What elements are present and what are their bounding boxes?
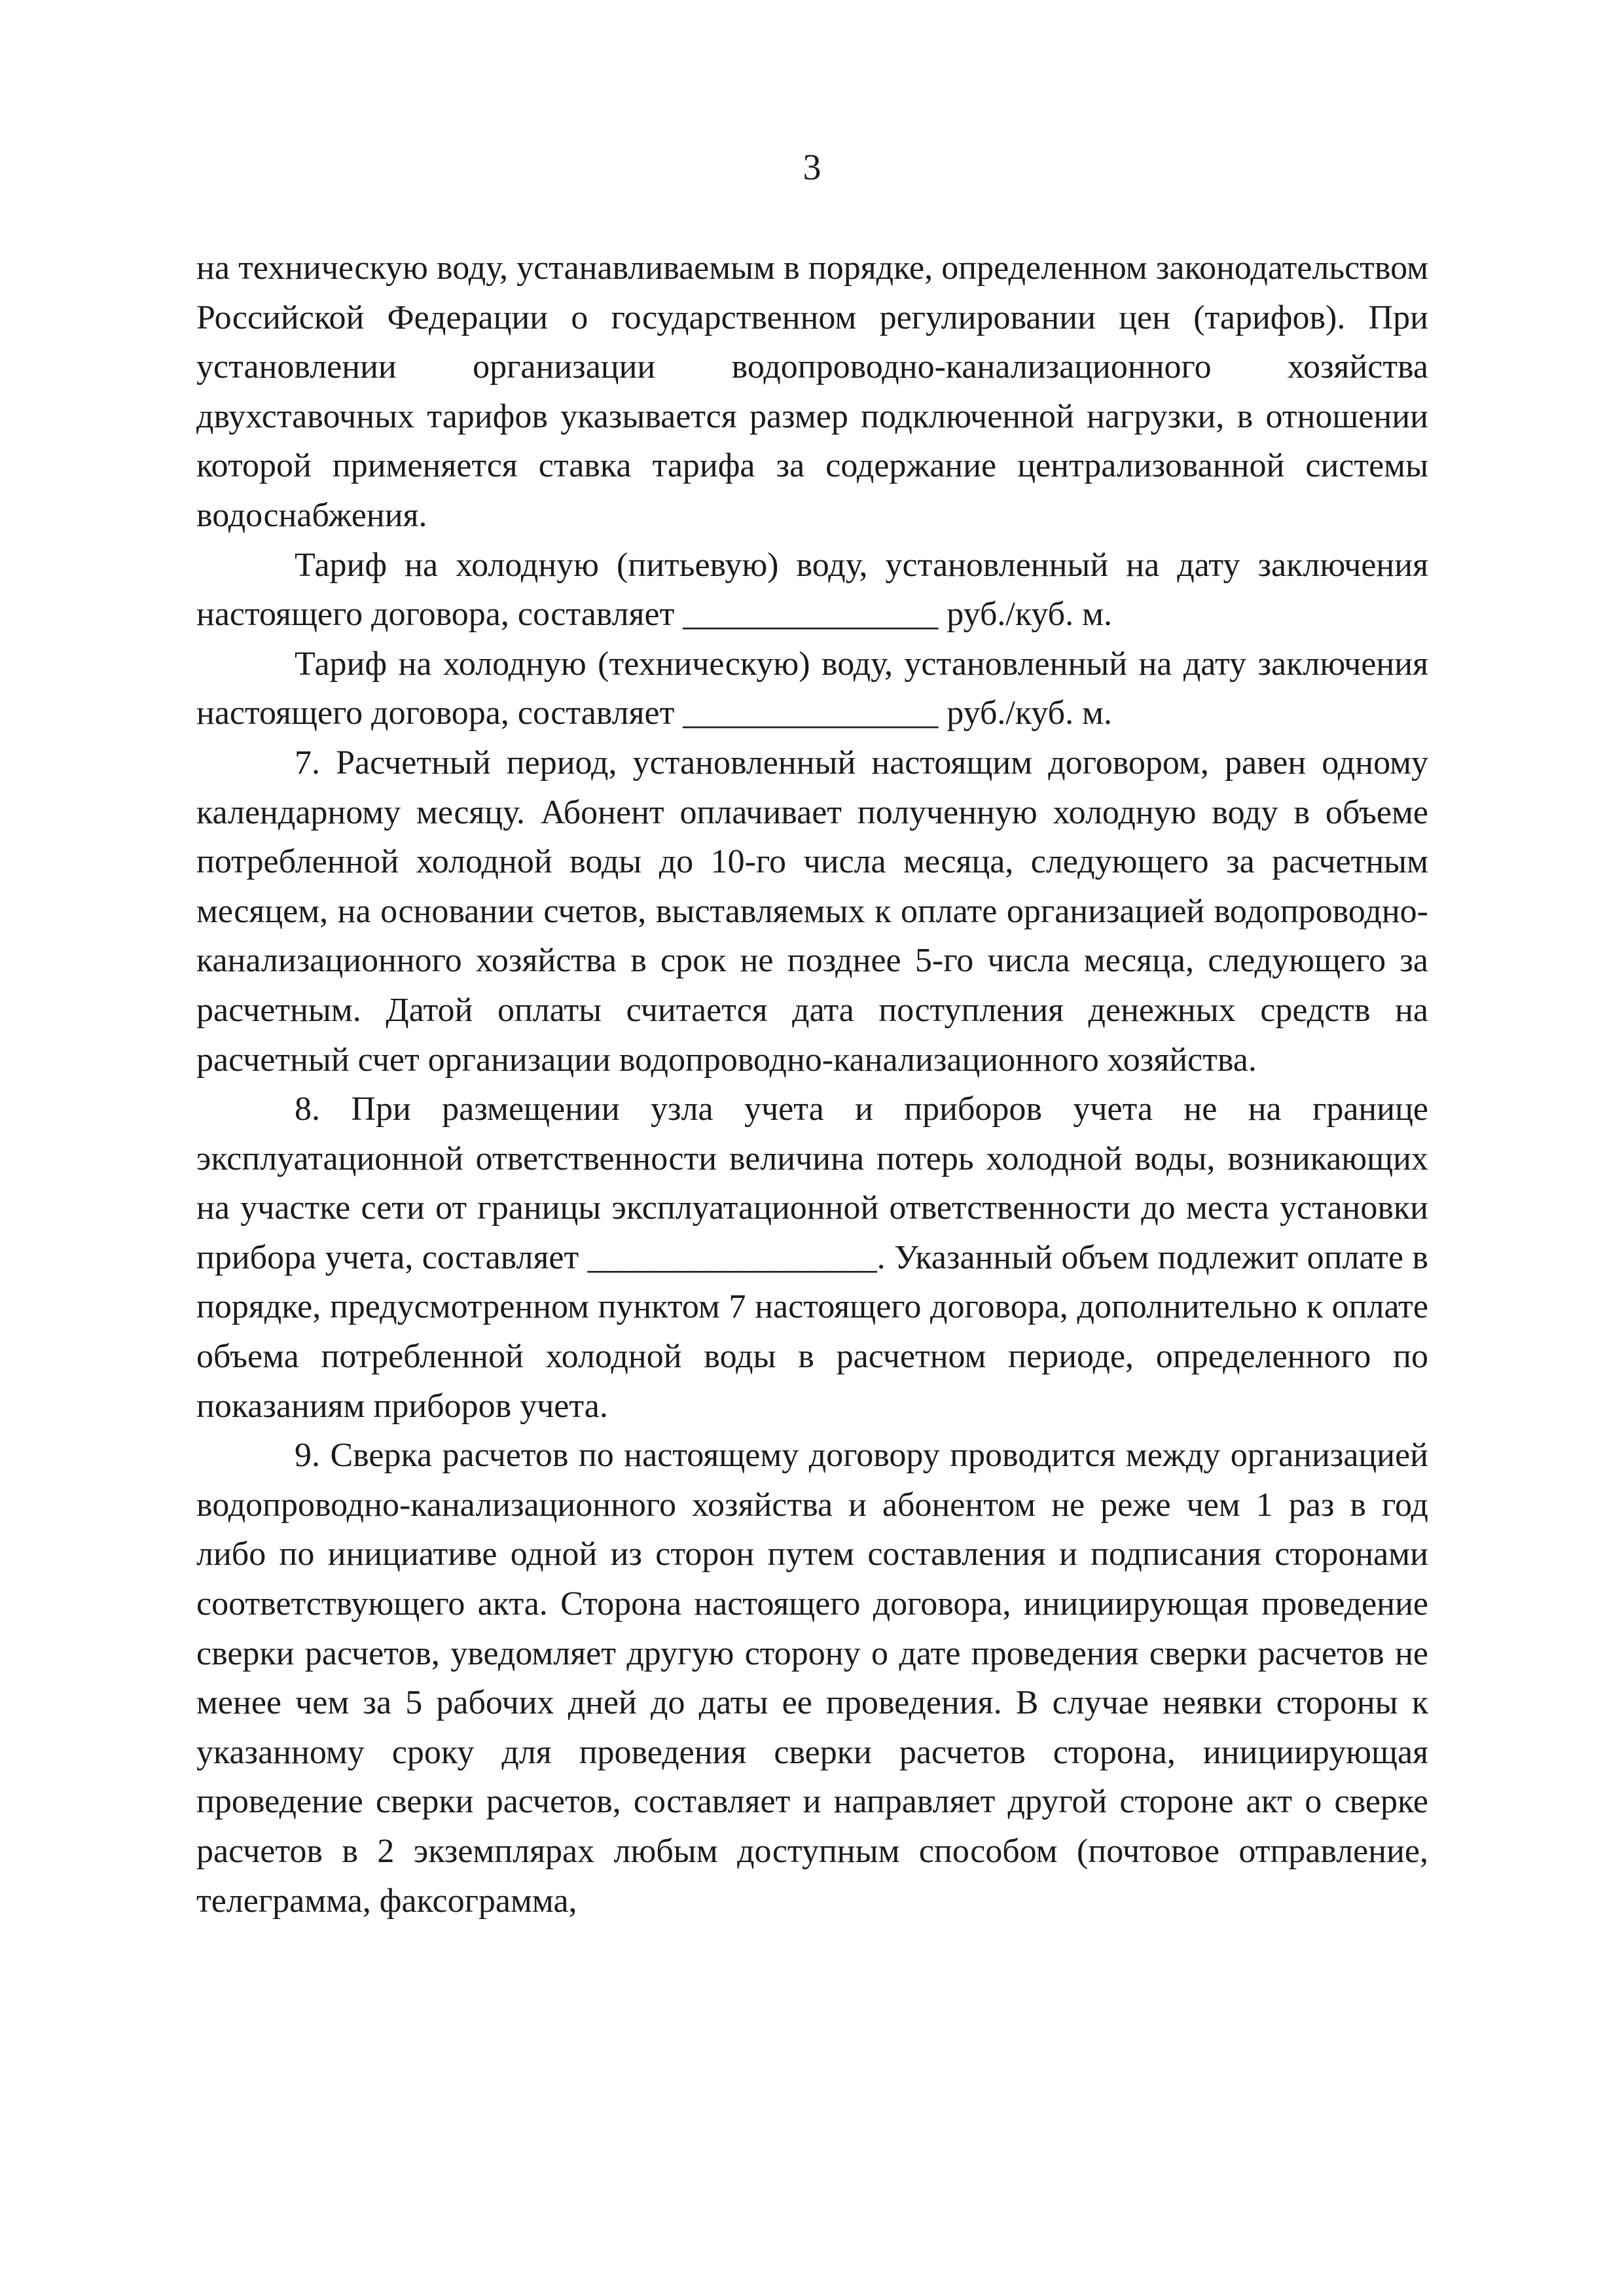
paragraph-tariff-technical-water: Тариф на холодную (техническую) воду, установленный на дату заключения настоящего договора, составляет _______________ руб./куб. м. bbox=[196, 645, 1428, 732]
document-body bbox=[196, 243, 1428, 1926]
paragraph-tariff-drinking-water: Тариф на холодную (питьевую) воду, установленный на дату заключения настоящего договора, составляет _______________ руб./куб. м. bbox=[196, 546, 1428, 634]
paragraph-clause-7: 7. Расчетный период, установленный настоящим договором, равен одному календарному месяцу. Абонент оплачивает полученную холодную воду в объеме потребленной холодной воды до 10-го числа месяца, следующего за расчетным месяцем, на основании счетов, выставляемых к оплате организацией водопроводно-канализационного хозяйства в срок не позднее 5-го числа месяца, следующего за расчетным. Датой оплаты считается дата поступления денежных средств на расчетный счет организации водопроводно-канализационного хозяйства. bbox=[196, 744, 1428, 1079]
paragraph-continuation: на техническую воду, устанавливаемым в порядке, определенном законодательством Российской Федерации о государственном регулировании цен (тарифов). При установлении организации водопроводно-канализационного хозяйства двухставочных тарифов указывается размер подключенной нагрузки, в отношении которой применяется ставка тарифа за содержание централизованной системы водоснабжения. bbox=[196, 249, 1428, 534]
paragraph-clause-9: 9. Сверка расчетов по настоящему договору проводится между организацией водопроводно-канализационного хозяйства и абонентом не реже чем 1 раз в год либо по инициативе одной из сторон путем составления и подписания сторонами соответствующего акта. Сторона настоящего договора, инициирующая проведение сверки расчетов, уведомляет другую сторону о дате проведения сверки расчетов не менее чем за 5 рабочих дней до даты ее проведения. В случае неявки стороны к указанному сроку для проведения сверки расчетов сторона, инициирующая проведение сверки расчетов, составляет и направляет другой стороне акт о сверке расчетов в 2 экземплярах любым доступным способом (почтовое отправление, телеграмма, факсограмма, bbox=[196, 1437, 1428, 1920]
paragraph-clause-8: 8. При размещении узла учета и приборов учета не на границе эксплуатационной ответственности величина потерь холодной воды, возникающих на участке сети от границы эксплуатационной ответственности до места установки прибора учета, составляет _________________. Указанный объем подлежит оплате в порядке, предусмотренном пунктом 7 настоящего договора, дополнительно к оплате объема потребленной холодной воды в расчетном периоде, определенного по показаниям приборов учета. bbox=[196, 1090, 1428, 1425]
page-number: 3 bbox=[803, 147, 821, 188]
